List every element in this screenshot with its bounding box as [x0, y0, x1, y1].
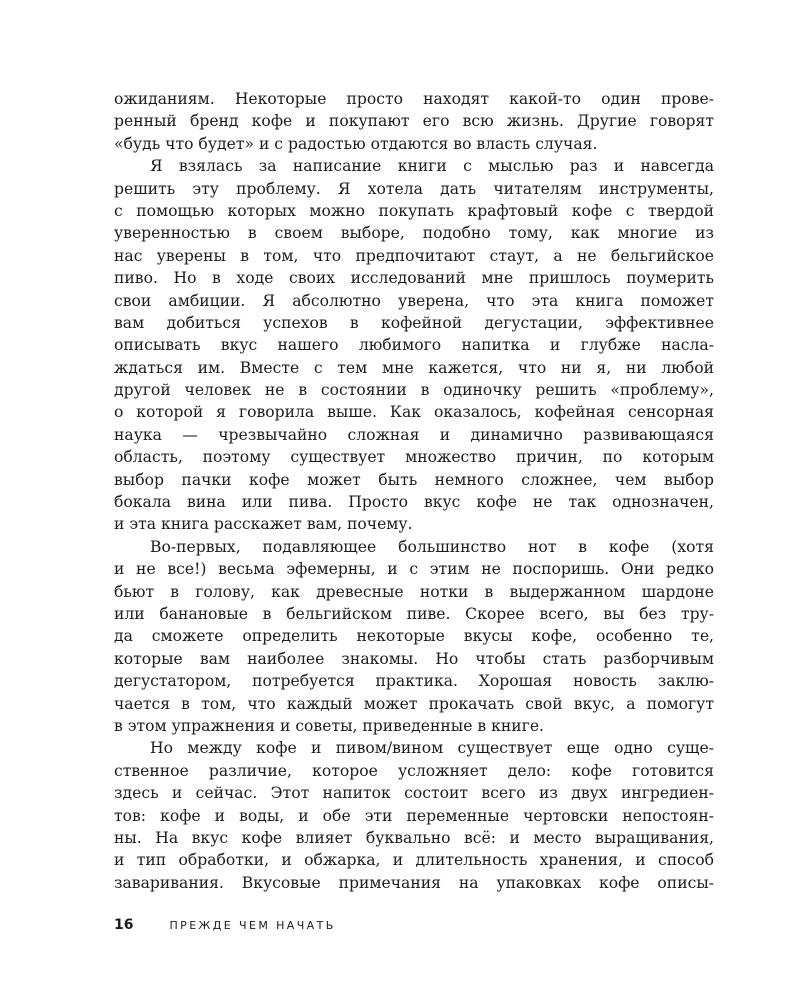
- text-line: которые вам наиболее знакомы. Но чтобы стать разборчивым: [114, 649, 714, 668]
- text-line: чается в том, что каждый может прокачать свой вкус, а помогут: [114, 694, 714, 713]
- body-text: [114, 88, 714, 894]
- text-line: да сможете определить некоторые вкусы кофе, особенно те,: [114, 627, 714, 646]
- text-line: здесь и сейчас. Этот напиток состоит всего из двух ингредиен-: [114, 784, 714, 803]
- text-line: и эта книга расскажет вам, почему.: [114, 515, 413, 534]
- text-line: «будь что будет» и с радостью отдаются во власть случая.: [114, 134, 598, 153]
- text-line: пиво. Но в ходе своих исследований мне пришлось поумерить: [114, 269, 714, 288]
- text-line: тов: кофе и воды, и обе эти переменные чертовски непостоян-: [114, 806, 714, 825]
- text-line: ренный бренд кофе и покупают его всю жизнь. Другие говорят: [114, 112, 714, 131]
- text-line: область, поэтому существует множество причин, по которым: [114, 448, 714, 467]
- page-footer: [114, 917, 336, 933]
- text-line: решить эту проблему. Я хотела дать читателям инструменты,: [114, 179, 714, 198]
- running-head: ПРЕЖДЕ ЧЕМ НАЧАТЬ: [169, 919, 336, 932]
- text-line: уверенностью в своем выборе, подобно тому, как многие из: [114, 224, 714, 243]
- text-line: дегустатором, потребуется практика. Хорошая новость заклю-: [114, 672, 714, 691]
- text-line: нас уверены в том, что предпочитают стаут, а не бельгийское: [114, 246, 714, 265]
- text-line: свои амбиции. Я абсолютно уверена, что эта книга поможет: [114, 291, 714, 310]
- text-line: ственное различие, которое усложняет дело: кофе готовится: [114, 761, 714, 780]
- text-line: о которой я говорила выше. Как оказалось, кофейная сенсорная: [114, 403, 714, 422]
- text-line: выбор пачки кофе может быть немного сложнее, чем выбор: [114, 470, 714, 489]
- paragraph-first-line: Я взялась за написание книги с мыслью раз и навсегда: [150, 157, 714, 176]
- text-line: ожиданиям. Некоторые просто находят какой-то один прове-: [114, 90, 714, 108]
- text-line: другой человек не в состоянии в одиночку решить «проблему»,: [114, 381, 714, 400]
- text-line: наука — чрезвычайно сложная и динамично развивающаяся: [114, 425, 714, 444]
- text-line: или банановые в бельгийском пиве. Скорее всего, вы без тру-: [114, 604, 714, 623]
- text-line: вам добиться успехов в кофейной дегустации, эффективнее: [114, 313, 714, 332]
- text-line: бьют в голову, как древесные нотки в выдержанном шардоне: [114, 582, 714, 601]
- page-number: 16: [114, 917, 134, 933]
- paragraph-first-line: Во-первых, подавляющее большинство нот в кофе (хотя: [150, 537, 714, 556]
- text-line: ны. На вкус кофе влияет буквально всё: и место выращивания,: [114, 828, 714, 847]
- text-line: с помощью которых можно покупать крафтовый кофе с твердой: [114, 201, 714, 220]
- text-line: в этом упражнения и советы, приведенные в книге.: [114, 716, 545, 735]
- text-line: ждаться им. Вместе с тем мне кажется, что ни я, ни любой: [114, 358, 714, 377]
- text-line: описывать вкус нашего любимого напитка и глубже насла-: [114, 336, 714, 355]
- text-line: бокала вина или пива. Просто вкус кофе не так однозначен,: [114, 493, 714, 512]
- text-line: и тип обработки, и обжарка, и длительность хранения, и способ: [114, 851, 714, 870]
- text-line: и не все!) весьма эфемерны, и с этим не поспоришь. Они редко: [114, 560, 714, 579]
- paragraph-first-line: Но между кофе и пивом/вином существует еще одно суще-: [150, 739, 714, 758]
- text-line: заваривания. Вкусовые примечания на упаковках кофе описы-: [114, 873, 714, 892]
